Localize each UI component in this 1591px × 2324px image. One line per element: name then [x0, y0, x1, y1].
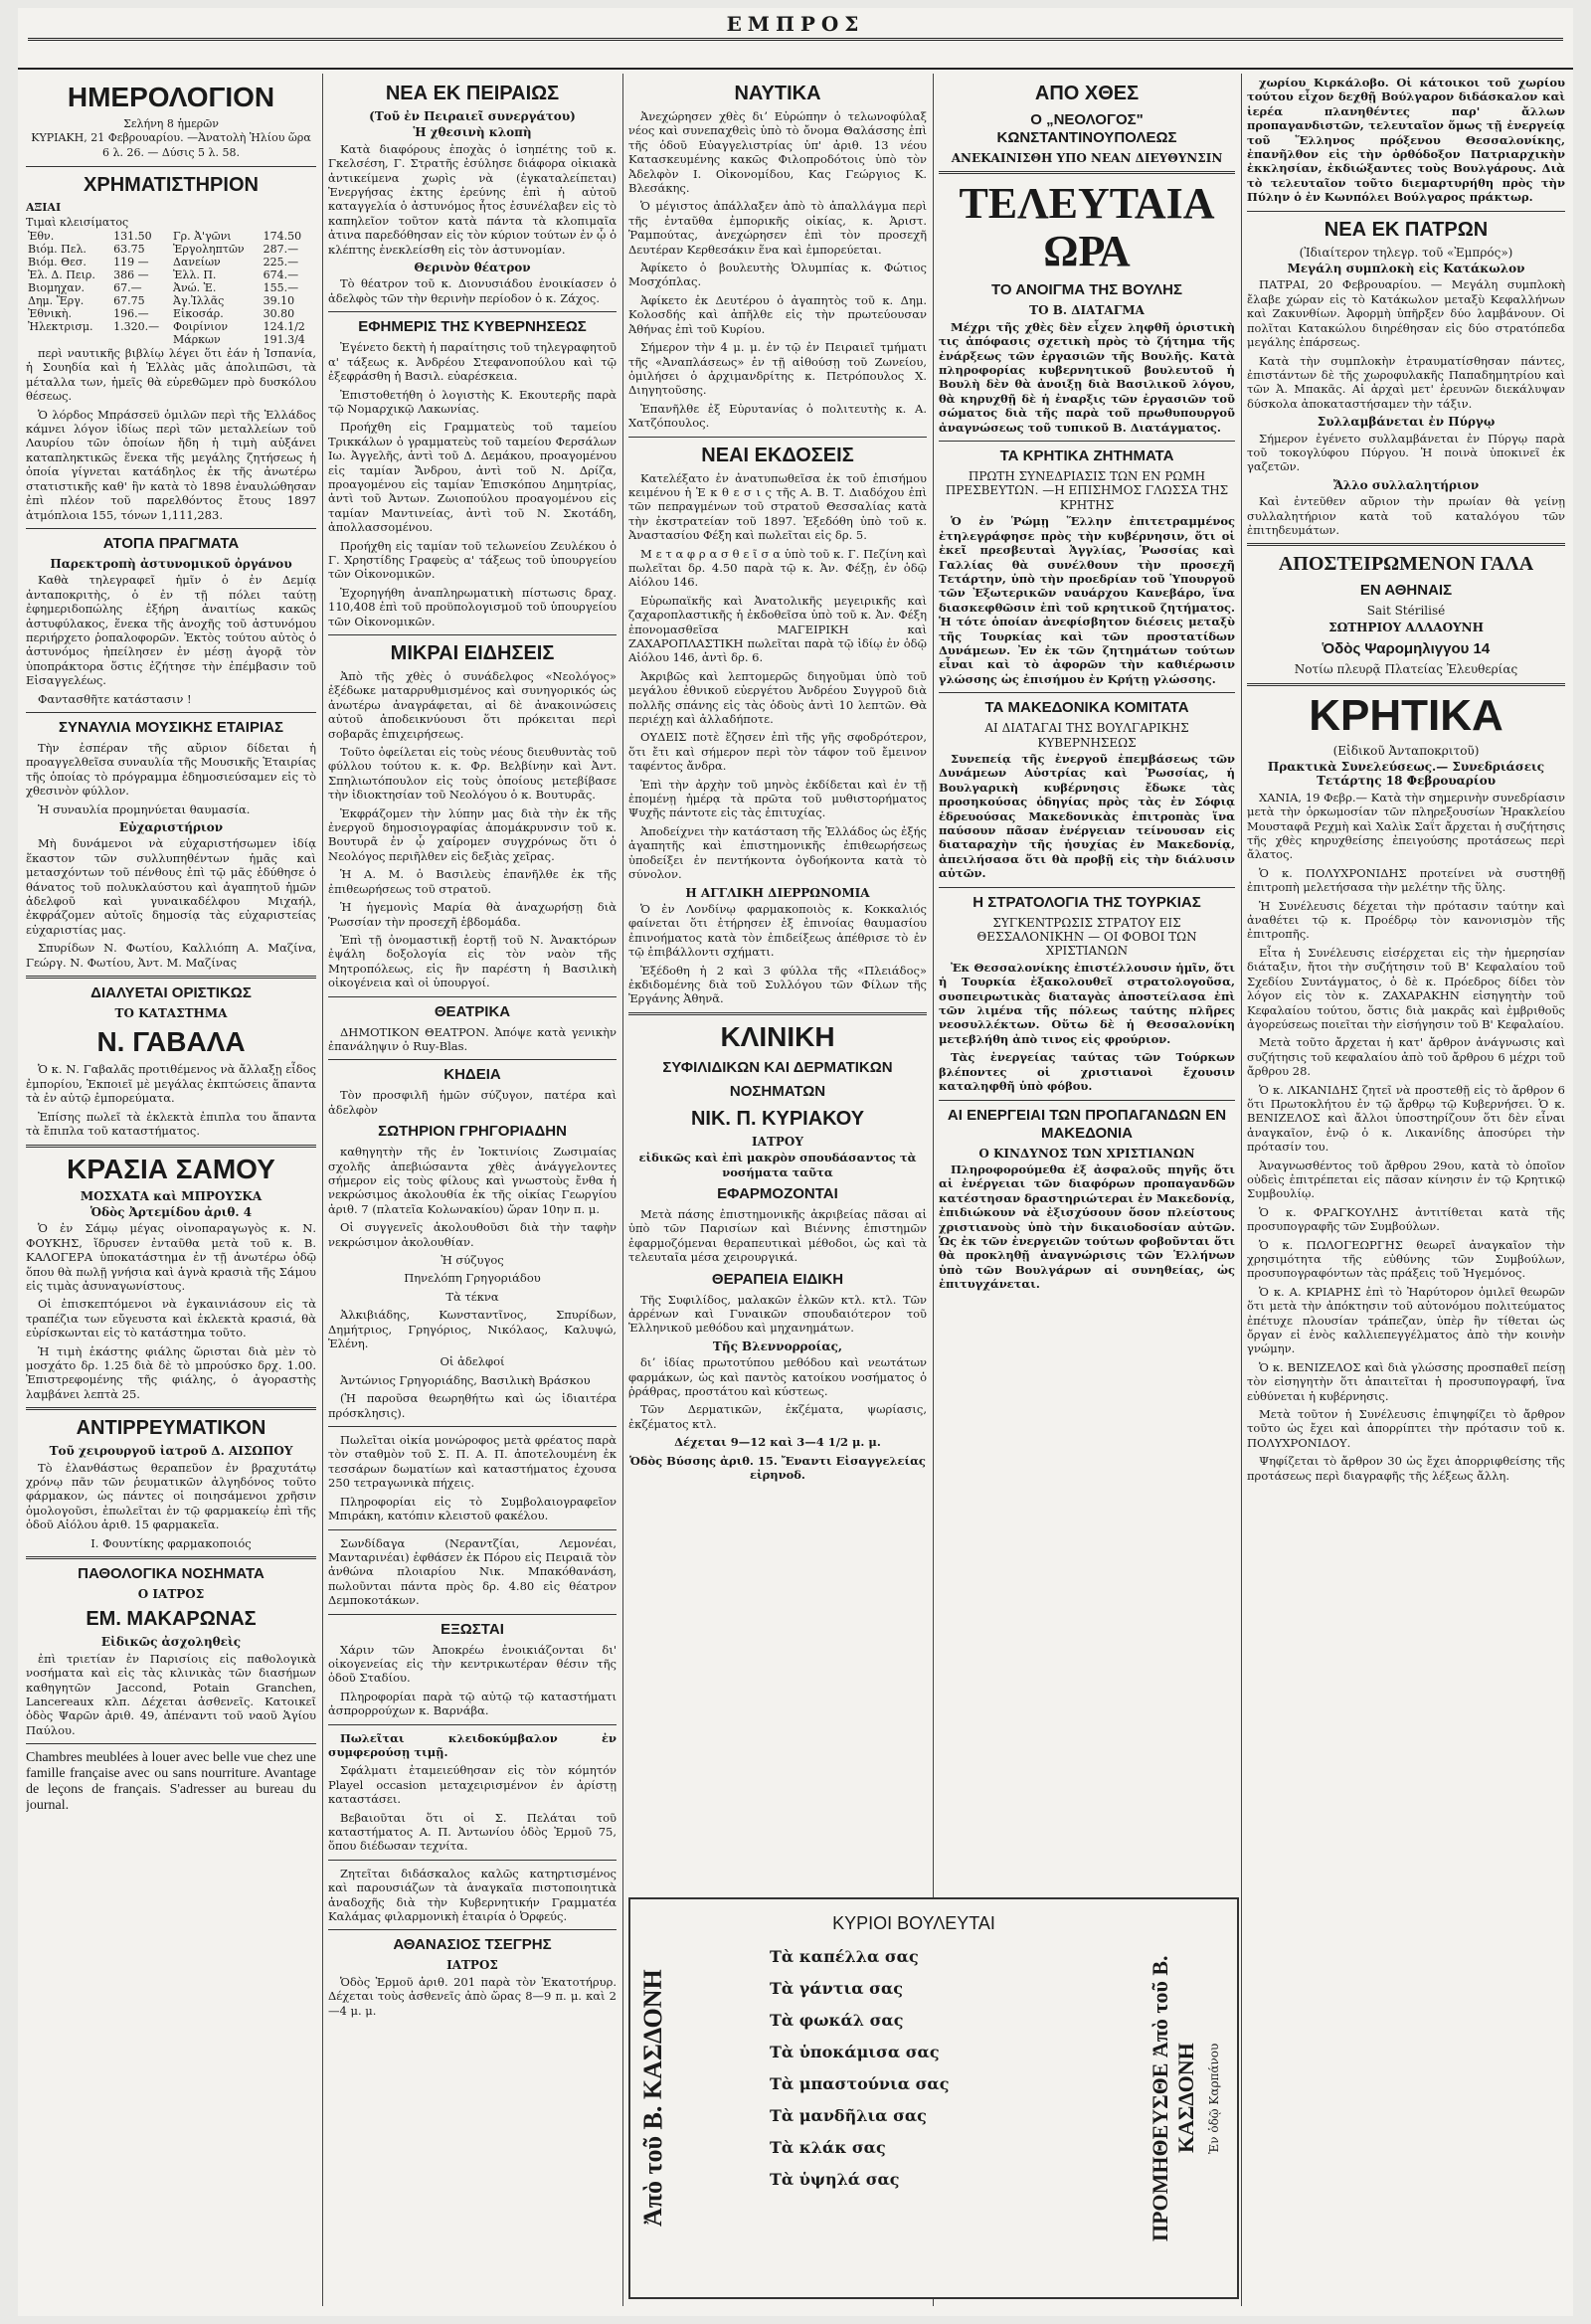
divider — [939, 441, 1235, 442]
masthead — [18, 8, 1573, 70]
ad-paragraph: εἰδικῶς καὶ ἐπὶ μακρὸν σπουδάσαντος τὰ νοσήματα ταῦτα — [638, 1151, 917, 1179]
divider — [26, 1743, 316, 1744]
section-subheading: (Εἰδικοῦ Ἀνταποκριτοῦ) — [1332, 743, 1480, 758]
column-3 — [628, 76, 927, 1898]
table-cell: Γρ. Ἀ'γῶνι — [173, 230, 232, 244]
section-heading: ΝΕΑΙ ΕΚΔΟΣΕΙΣ — [701, 444, 854, 466]
classified-paragraph: Σφάλματι ἐταμειεύθησαν εἰς τὸν κόμητόν Playel occasion μεταχειρισμένον ἐν ἀρίστῃ καταστάσει. — [328, 1763, 617, 1807]
classified-paragraph: Σωνδίδαγα (Νεραντζίαι, Λεμονέαι, Μανταρινέαι) ἐφθάσεν ἐκ Πόρου εἰς Πειραιᾶ τὸν ἀνθώνα πλοιαρίου Νικ. Μπακόθανάση, πωλοῦνται πάντα πρὸς δρ. 4.80 εἰς θέατρον Δεμποκοτάκων. — [328, 1535, 617, 1608]
table-cell: Ἐθνικὴ. — [28, 307, 72, 321]
table-cell: 386 — — [113, 268, 149, 282]
article-paragraph: Ὁ λόρδος Μπράσσεϋ ὁμιλῶν περὶ τῆς Ἑλλάδος κάμνει λόγον ἰδίως περὶ τῶν μεταλλείων τοῦ Λαυρίου τῶν ὁποίων ἤδη ἡ τιμὴ αὐξάνει καταπληκτικῶς ἕνεκα τῆς μεγάλης ζητήσεως ἡ ὁποία γίγνεται κατάδηλος ἐκ τῆς ἀνωτέρω στατιστικῆς καθ' ἣν κατὰ τὸ 1898 ἐναυλώθησαν ἐπὶ πλέον τοῦ παρελθόντος ἔτους 1897 ἀτμόπλοια 155, τόνων 1,111,283. — [26, 407, 316, 522]
article-paragraph: Εὑρωπαϊκῆς καὶ Ἀνατολικῆς μεγειρικῆς καὶ ζαχαροπλαστικῆς ἡ ἐκδοθεῖσα ὑπὸ τοῦ κ. Ἀν. Φέξη ἐπονομασθεῖσα ΜΑΓΕΙΡΙΚΗ καὶ ΖΑΧΑΡΟΠΛΑΣΤΙΚΗ πωλεῖται παρὰ τῷ ἰδίῳ ἐν ὁδῷ Αἰόλου 146, ἀντὶ δρ. 6. — [628, 593, 927, 665]
article-paragraph: Σήμερον ἐγένετο συλλαμβάνεται ἐν Πύργῳ παρὰ τοῦ τοκογλύφου Πύργου. Ἡ ποινὰ ὑποκινεῖ ἐκ γαζετῶν. — [1247, 431, 1565, 474]
table-cell: 39.10 — [263, 294, 295, 308]
ad-paragraph: Μετὰ πάσης ἐπιστημονικῆς ἀκριβείας πᾶσαι αἱ ὑπὸ τῶν Παρισίων καὶ Βιέννης ἐπιστημῶν ἐφαρμοζόμεναι θεραπευτικαὶ μέθοδοι, ὡς καὶ τὰ τελευταῖα μέσα χειρουργικά. — [628, 1206, 927, 1265]
table-cell: Εἰκοσάρ. — [173, 307, 224, 321]
table-cell: 119 — — [113, 256, 149, 269]
section-heading: ΣΥΝΑΥΛΙΑ ΜΟΥΣΙΚΗΣ ΕΤΑΙΡΙΑΣ — [59, 718, 283, 736]
obituary-line: Ἀντώνιος Γρηγοριάδης, Βασιλικὴ Βράσκου — [340, 1372, 591, 1387]
article-paragraph: καθηγητὴν τῆς ἐν Ἰοκτινίοις Ζωσιμαίας σχολῆς ἀπεβιώσαντα χθὲς ἀνάγγελοντες σήμερον εἰς τοὺς φίλους καὶ γνωστοὺς ἔνθα ἡ νεκρώσιμος ἀκολουθία ἐκ τῆς οἰκίας Γεωργίου ἀριθ. 7 (πλατεῖα Κολωνακίου) ὥραν 10ην π. μ. — [328, 1145, 617, 1216]
list-item: Τὰ καπέλλα σας — [770, 1947, 919, 1966]
table-cell: 67.75 — [113, 294, 145, 308]
article-paragraph: Τὸν προσφιλῆ ἡμῶν σύζυγον, πατέρα καὶ ἀδελφὸν — [328, 1088, 617, 1117]
ad-subheading: Sait Stérilisé — [1366, 604, 1446, 619]
obituary-line: Ἡ σύζυγος — [441, 1253, 504, 1267]
ad-subheading: ΝΟΣΗΜΑΤΩΝ — [729, 1082, 826, 1100]
table-cell: Φοιρίνιον — [173, 320, 229, 334]
article-paragraph: Ψηφίζεται τὸ ἄρθρον 30 ὡς ἔχει ἀπορριφθείσης τῆς προτάσεως περὶ διαγραφῆς τῆς λέξεως ἄλλη. — [1247, 1454, 1565, 1483]
divider — [328, 1614, 617, 1615]
table-cell: 196.— — [113, 307, 149, 321]
table-cell: 191.3/4 — [263, 333, 305, 347]
article-paragraph: Καθὰ τηλεγραφεῖ ἡμῖν ὁ ἐν Δεμίᾳ ἀνταποκριτὴς, ὁ ἐν τῇ πόλει ταύτῃ ἐφημεριδοπώλης ἐξήρη ἀναιτίως κακῶς ἀστυφύλακος, ἕνεκα τῆς ἀνοχῆς τοῦ ἀστυνόμου περιήρχετο ῥοπαλοφορῶν. Ἐκτὸς τούτου αὐτὸς ὁ ἀστυνόμος ἠπείλησεν ἐν μέσῃ ἀγορᾷ τὸν ὑποπράκτορα ὅστις ἐζήτησε τὴν ἐπέμβασιν τοῦ Εἰσαγγελέως. — [26, 573, 316, 688]
article-paragraph: Τὴν ἑσπέραν τῆς αὔριον δίδεται ἡ προαγγελθεῖσα συναυλία τῆς Μουσικῆς Ἑταιρίας τῆς ὁποίας τὸ πρόγραμμα ἐδημοσιεύσαμεν εἰς τὸ χθεσινὸν φύλλον. — [26, 740, 316, 799]
divider — [328, 1929, 617, 1930]
ad-title: ΑΝΤΙΡΡΕΥΜΑΤΙΚΟΝ — [76, 1417, 266, 1440]
calendar-heading: ΗΜΕΡΟΛΟΓΙΟΝ — [67, 82, 275, 112]
divider — [26, 976, 316, 979]
divider — [939, 887, 1235, 888]
ad-subheading: ΙΑΤΡΟΣ — [446, 1958, 498, 1973]
section-heading: ΑΠΟ ΧΘΕΣ — [1034, 83, 1140, 104]
section-heading: ΜΙΚΡΑΙ ΕΙΔΗΣΕΙΣ — [390, 642, 555, 664]
list-item: Τὰ μανδῆλια σας — [770, 2106, 927, 2125]
ad-paragraph: Ὁ κ. Ν. Γαβαλᾶς προτιθέμενος νὰ ἄλλαξῃ εἶδος ἐμπορίου, Ἐκποιεῖ μὲ μεγάλας ἐκπτώσεις ἅπαντα τὰ ἐν αὐτῷ ἐμπορεύματα. — [26, 1062, 316, 1106]
article-paragraph: Ἐπανῆλθε ἐξ Εὐρυτανίας ὁ πολιτευτὴς κ. Α. Χατζόπουλος. — [628, 401, 927, 431]
article-paragraph: ΠΑΤΡΑΙ, 20 Φεβρουαρίου. — Μεγάλη συμπλοκὴ ἔλαβε χώραν εἰς τὸ Κατάκωλον μεταξὺ Κεφαλλήνων καὶ Ζακυνθίων. Ἀφορμὴ ὑπῆρξεν δύο λαμβάνουν. Οἱ πολῖται Κατακώλου διηρέθησαν εἰς δύο στρατόπεδα μεγάλης ἐπάρσεως. — [1247, 277, 1565, 350]
ad-paragraph: Ὁδὸς Βύσσης ἀριθ. 15. Ἔναντι Εἰσαγγελείας εἰρηνοδ. — [629, 1453, 926, 1483]
divider — [328, 1724, 617, 1725]
ad-paragraph: Τῆς Συφιλίδος, μαλακῶν ἑλκῶν κτλ. κτλ. Τῶν ἀρρένων καὶ Γυναικῶν σπουδαιότερον τοῦ Ἑλληνικοῦ μεθόδου καὶ μηχανημάτων. — [628, 1292, 927, 1336]
table-row — [26, 230, 316, 243]
divider — [1247, 683, 1565, 686]
article-paragraph: Ἀποδείχνει τὴν κατάσταση τῆς Ἑλλάδος ὡς ἐξής ἀγαπητῆς καὶ ἐπιστημονικῆς ἐπιθεωρήσεως ὑποδείξει ἐν πεντήκοντα ὀγδοήκοντα κατὰ τὸ σύνολον. — [628, 823, 927, 882]
article-paragraph: Ὁ κ. ΠΩΛΟΓΕΩΡΓΗΣ θεωρεῖ ἀναγκαῖον τὴν χρησιμότητα τῆς εὐθύνης τῶν Συμβούλων, προσυπογραφόντων τὰς πράξεις τοῦ Ἡγεμόνος. — [1247, 1237, 1565, 1281]
ad-paragraph: Τῶν Δερματικῶν, ἐκζέματα, ψωρίασις, ἐκζέματος κτλ. — [628, 1402, 927, 1431]
article-paragraph: Ἐπὶ τὴν ἀρχὴν τοῦ μηνὸς ἐκδίδεται καὶ ἐν τῇ ἐπομένῃ ἡμέρᾳ τὰ πρῶτα τοῦ μυθιστορήματος Ψυχῆς πάντοτε εἰς τὰς ἐπιτυχίας. — [628, 777, 927, 820]
column-divider — [322, 74, 323, 2306]
article-paragraph: Ἐκφράζομεν τὴν λύπην μας διὰ τὴν ἐκ τῆς ἐνεργοῦ δημοσιογραφίας ἀπομάκρυνσιν τοῦ κ. Βουτυρᾶ ἐν ᾧ χαίρομεν συγχρόνως ὅτι ὁ Νεολόγος περιῆλθεν εἰς δεξιὰς χεῖρας. — [328, 805, 617, 863]
table-cell: Ἐλ. Δ. Πειρ. — [28, 268, 95, 282]
article-paragraph: Μέχρι τῆς χθὲς δὲν εἶχεν ληφθῆ ὁριστικὴ τις ἀπόφασις σχετικὴ πρὸς τὸ ζήτημα τῆς ἐνάρξεως τῶν ἐργασιῶν τῆς Βουλῆς. Κατὰ πληροφορίας κυβερνητικοῦ βουλευτοῦ ἡ Βουλὴ δὲν θὰ ἀνοιξῃ διὰ Βασιλικοῦ λόγου, θὰ κηρυχθῇ δὲ ἡ ἐναρξις τῶν ἐργασιῶν τοῦ σώματος διὰ τῆς παρὰ τοῦ πρωθυπουργοῦ ἀναγνώσεως τοῦ τυπικοῦ Β. Διατάγματος. — [939, 319, 1235, 435]
ad-vertical-text: Ἐν ὁδῷ Καρπάνου — [1207, 2043, 1221, 2154]
section-heading: Η ΣΤΡΑΤΟΛΟΓΙΑ ΤΗΣ ΤΟΥΡΚΙΑΣ — [972, 893, 1201, 911]
table-row — [26, 256, 316, 268]
article-heading: Ἄλλο συλλαλητήριον — [1332, 477, 1480, 492]
article-paragraph: Ἡ ἡγεμονὶς Μαρία θὰ ἀναχωρήσῃ διὰ Ῥωσσίαν τὴν προσεχῆ ἑβδομάδα. — [328, 900, 617, 929]
section-heading: ΤΑ ΚΡΗΤΙΚΑ ΖΗΤΗΜΑΤΑ — [999, 447, 1174, 465]
table-cell: 174.50 — [263, 230, 302, 244]
divider — [26, 528, 316, 529]
table-cell: Μάρκων — [173, 333, 221, 347]
section-heading: ΝΑΥΤΙΚΑ — [734, 83, 821, 104]
article-paragraph: Ἡ Συνέλευσις δέχεται τὴν πρότασιν ταύτην καὶ ἀναθέτει τῷ κ. Προέδρῳ τὸν κανονισμὸν τῆς ἐπιτροπῆς. — [1247, 898, 1565, 942]
ad-heading: ΕΦΑΡΜΟΖΟΝΤΑΙ — [717, 1184, 838, 1202]
section-heading: ΚΡΗΤΙΚΑ — [1309, 690, 1503, 740]
classified-paragraph: Βεβαιοῦται ὅτι οἱ Σ. Πελάται τοῦ καταστήματος Α. Π. Ἀντωνίου ὁδὸς Ἑρμοῦ 75, ὅπου διέδωσαν τεχνίτα. — [328, 1810, 617, 1854]
list-item: Τὰ ὑψηλά σας — [770, 2170, 900, 2189]
article-paragraph: Ὁ κ. ΒΕΝΙΖΕΛΟΣ καὶ διὰ γλώσσης προσπαθεῖ πείσῃ τὸν εἰσηγητὴν ὅτι ἀπαιτεῖται ἡ προσυπογραφή, ἵνα εὐθύνεται ἡ κυβέρνησις. — [1247, 1359, 1565, 1403]
ad-signature: Ι. Φουντίκης φαρμακοποιός — [90, 1535, 252, 1550]
ad-vertical-text: Ἀπὸ τοῦ Β. ΚΑΣΔΟΝΗ — [638, 1969, 667, 2228]
table-cell: Ἐργοληπτῶν — [173, 243, 245, 257]
article-heading: Συλλαμβάνεται ἐν Πύργῳ — [1317, 415, 1496, 430]
masthead-title: ΕΜΠΡΟΣ — [726, 12, 865, 36]
article-paragraph: Ὁ ἐν Λονδίνῳ φαρμακοποιὸς κ. Κοκκαλιός φαίνεται ὅτι ἐτήρησεν ἐξ ἐπινοίας θαυμασίου ἐπινοήματος κατὰ τὸν ἐπιδείξεως ἀπέθρισε τὸ ἐν τῷ ἐπιβάλλοντι σχήματι. — [628, 901, 927, 960]
divider — [26, 1145, 316, 1148]
section-heading: ΤΟ ΑΝΟΙΓΜΑ ΤΗΣ ΒΟΥΛΗΣ — [991, 281, 1182, 299]
article-paragraph: Ἀφίκετο ἐκ Δευτέρου ὁ ἀγαπητὸς τοῦ κ. Δημ. Κολοσδής καὶ ἀπῆλθε εἰς τὴν πρωτεύουσαν Ἀθήνας ἐπὶ τοῦ Κυρίου. — [628, 292, 927, 336]
table-row — [26, 320, 316, 333]
table-cell: Βιόμ. Θεσ. — [28, 256, 87, 269]
ad-title: ΕΜ. ΜΑΚΑΡΩΝΑΣ — [86, 1608, 257, 1631]
masthead-rule — [28, 38, 1563, 41]
table-cell: 225.— — [263, 256, 299, 269]
table-cell: Ἠλεκτρισμ. — [28, 320, 93, 334]
list-item: Τὰ κλάκ σας — [770, 2138, 886, 2157]
obituary-line: (Ἡ παροῦσα θεωρηθήτω καὶ ὡς ἰδιαιτέρα πρόσκλησις). — [328, 1391, 617, 1420]
article-paragraph: Μετὰ τοῦτο ἄρχεται ἡ κατ' ἄρθρον ἀνάγνωσις καὶ συζήτησις τοῦ κεφαλαίου ἀπὸ τοῦ ἄρθρου 6 μέχρι τοῦ ἄρθρου 28. — [1247, 1035, 1565, 1079]
article-paragraph: Ἐγένετο δεκτὴ ἡ παραίτησις τοῦ τηλεγραφητοῦ α' τάξεως κ. Ἀνδρέου Στεφανοπούλου καὶ τῷ ἐξεφράσθη ἡ Βασιλ. εὐαρέσκεια. — [328, 340, 617, 384]
ad-paragraph: διʼ ἰδίας πρωτοτύπου μεθόδου καὶ νεωτάτων φαρμάκων, ὡς καὶ παντὸς κατοίκου νοσήματος ὁ ῥράθρας, προστάτου καὶ κύστεως. — [628, 1355, 927, 1399]
ad-subheading: ΜΟΣΧΑΤΑ καὶ ΜΠΡΟΥΣΚΑ — [80, 1188, 263, 1203]
divider — [26, 712, 316, 713]
article-paragraph: Ἐκ Θεσσαλονίκης ἐπιστέλλουσιν ἡμῖν, ὅτι ἡ Τουρκία ἐξακολουθεῖ στρατολογοῦσα, συσπειρωτικὰς διαταγὰς ἀποστείλασα ἐπὶ τῶν λιμένα τῆς πόλεως ταύτης πλῆρες νεοσυλλέκτων. Οὕτω δὲ ἡ Θεσσαλονίκη μετεβλήθη ἀπὸ τινος εἰς φρούριον. — [939, 960, 1235, 1046]
list-item: Τὰ γάντια σας — [770, 1979, 904, 1998]
article-paragraph: Πληροφορούμεθα ἐξ ἀσφαλοῦς πηγῆς ὅτι αἱ ἐνέργειαι τῶν διαφόρων προπαγανδῶν κατέστησαν δραστηριώτεραι ἐν Μακεδονίᾳ, ἐπιδιώκουν νὰ ἐξισχύσουν ὅσον πλείστους χριστιανοὺς ὑπὸ τὴν δικαιοδοσίαν αὐτῶν. Ὡς ἐκ τῶν ἐνεργειῶν τούτων φοβοῦνται ὅτι θὰ προκληθῇ ἀναγνώρισις τῶν Ἑλλήνων ὑπὸ τῶν Βουλγάρων αἱ συνηθείας, ὡς ἐπιτυγχάνεται. — [939, 1162, 1235, 1292]
section-heading: ΑΙ ΕΝΕΡΓΕΙΑΙ ΤΩΝ ΠΡΟΠΑΓΑΝΔΩΝ ΕΝ ΜΑΚΕΔΟΝΙΑ — [947, 1106, 1227, 1142]
article-paragraph: Συνεπείᾳ τῆς ἐνεργοῦ ἐπεμβάσεως τῶν Δυνάμεων Αὐστρίας καὶ Ῥωσσίας, ἡ Βουλγαρικὴ κυβέρνησις ἔδωκε τὰς προσηκούσας ὁδηγίας πρὸς τὰς ἐν Σόφιᾳ ἑδρευούσας Μακεδονικὰς ἐπιτροπὰς ἵνα παύσουν πᾶσαν ἐνέργειαν τείνουσαν εἰς διαταραχὴν τῆς ἡσυχίας ἐν Μακεδονίᾳ, ἀπειλήσασα ὅτι θὰ προβῇ εἰς τὴν διάλυσιν αὐτῶν. — [939, 751, 1235, 881]
article-paragraph: Ἀφίκετο ὁ βουλευτὴς Ὀλυμπίας κ. Φώτιος Μοσχόπλας. — [628, 261, 927, 289]
article-paragraph: Ἡ συναυλία προμηνύεται θαυμασία. — [38, 802, 251, 816]
obituary-line: Πηνελόπη Γρηγοριάδου — [404, 1271, 541, 1286]
obituary-line: Ἀλκιβιάδης, Κωνσταντῖνος, Σπυρίδων, Δημήτριος, Γρηγόριος, Νικόλαος, Καλυψώ, Ἑλένη. — [328, 1308, 617, 1351]
article-paragraph: Ἐξέδοθη ἡ 2 καὶ 3 φύλλα τῆς «Πλειάδος» ἐκδιδομένης διὰ τοῦ Συλλόγου τῶν Φίλων τῆς Ἐργάνης Ἀθηνᾶ. — [628, 963, 927, 1006]
article-heading: Θερινὸν θέατρον — [414, 261, 531, 275]
article-paragraph: Ἐπιστοθετήθη ὁ λογιστὴς Κ. Εκουτερῆς παρὰ τῷ Νομαρχικῷ Λακωνίας. — [328, 387, 617, 416]
article-paragraph: Ὁ κ. Α. ΚΡΙΑΡΗΣ ἐπὶ τὸ Ἠαρύτορον ὁμιλεῖ θεωρῶν ὅτι μετὰ τὴν ἀπόκτησιν τοῦ αὐτονόμου πολιτεύματος ἐπέτυχε πλουσίαν τράπεζαν, ὑπὲρ ἣν τίθεται ὡς ὄργαν εἰ ἐνὸς καλλιεπεγγέλματος ἀπὸ τὴν κοινὴν γνώμην. — [1247, 1284, 1565, 1356]
column-1 — [26, 76, 316, 2306]
article-paragraph: Ἐχορηγήθη ἀναπληρωματικὴ πίστωσις δραχ. 110,408 ἐπὶ τοῦ προϋπολογισμοῦ τοῦ ὑπουργείου τῶν Οἰκονομικῶν. — [328, 585, 617, 628]
ad-paragraph: Ἐπίσης πωλεῖ τὰ ἐκλεκτὰ ἐπιπλα του ἅπαντα τὰ ἔπιπλα τοῦ καταστήματος. — [26, 1109, 316, 1139]
table-cell: 63.75 — [113, 243, 145, 257]
article-paragraph: Ὁ κ. ΛΙΚΑΝΙΔΗΣ ζητεῖ νὰ προστεθῇ εἰς τὸ ἄρθρον 6 ὅτι Πρωτοκλήτου ἐν τῷ ἄρθρῳ τῷ Κυβερνήσει. Ὁ κ. ΒΕΝΙΖΕΛΟΣ καὶ ἄλλοι ὑποστηρίζουν ὅτι δὲν εἶναι ἀναγκαῖον, ἐνῷ ὁ κ. Λικανίδης ἀποσύρει τὴν πρότασίν του. — [1247, 1082, 1565, 1155]
divider — [328, 1529, 617, 1530]
divider — [26, 166, 316, 167]
article-paragraph: Ὁ κ. ΦΡΑΓΚΟΥΛΗΣ ἀντιτίθεται κατὰ τῆς προσυπογραφῆς τῶν Συμβούλων. — [1247, 1204, 1565, 1234]
ad-vertical-text: ΠΡΟΜΗΘΕΥΣΘΕ Ἀπὸ τοῦ Β. ΚΑΣΔΟΝΗ — [1148, 1955, 1198, 2241]
obituary-line: Οἱ ἀδελφοί — [440, 1354, 505, 1369]
table-cell: Βιομηχαν. — [28, 281, 86, 295]
section-subheading: ΣΥΓΚΕΝΤΡΩΣΙΣ ΣΤΡΑΤΟΥ ΕΙΣ ΘΕΣΣΑΛΟΝΙΚΗΝ — ΟΙ ΦΟΒΟΙ ΤΩΝ ΧΡΙΣΤΙΑΝΩΝ — [976, 915, 1197, 959]
ad-title: ΑΠΟΣΤΕΙΡΩΜΕΝΟΝ ΓΑΛΑ — [1278, 553, 1534, 576]
article-paragraph: Σπυρίδων Ν. Φωτίου, Καλλιόπη Α. Μαζίνα, Γεώργ. Ν. Φωτίου, Ἀντ. Μ. Μαζίνας — [26, 941, 316, 970]
article-paragraph: Οἱ συγγενεῖς ἀκολουθοῦσι διὰ τὴν ταφὴν νεκρώσιμον ἀκολουθίαν. — [328, 1220, 617, 1249]
article-heading: Ἡ χθεσινὴ κλοπὴ — [413, 125, 532, 140]
ad-heading: ΠΑΘΟΛΟΓΙΚΑ ΝΟΣΗΜΑΤΑ — [78, 1565, 265, 1583]
ad-heading: Τῆς Βλεννορροίας, — [712, 1339, 843, 1353]
calendar-moon: Σελήνη 8 ἡμερῶν — [123, 117, 219, 130]
section-heading: ΕΦΗΜΕΡΙΣ ΤΗΣ ΚΥΒΕΡΝΗΣΕΩΣ — [358, 318, 587, 336]
table-cell — [111, 333, 171, 346]
article-paragraph: Ἀπὸ τῆς χθὲς ὁ συνάδελφος «Νεολόγος» ἐξέδωκε ματαρρυθμισμένος καὶ συνηγορικός ὡς ἀνωτέρω ἀναγράφεται, αἱ δὲ ἀνακοινώσεις αὐτοῦ ἀποδεικνύουσι ὅτι πρόκειται περὶ σοβαρᾶς ἐπιχειρήσεως. — [328, 669, 617, 741]
section-heading: ΝΕΑ ΕΚ ΠΑΤΡΩΝ — [1324, 218, 1489, 241]
divider — [328, 1426, 617, 1427]
ad-address: Ὁδὸς Ἀρτεμίδου ἀριθ. 4 — [89, 1204, 253, 1219]
table-row — [26, 281, 316, 294]
article-paragraph: ΟΥΔΕΙΣ ποτὲ ἔζησεν ἐπὶ τῆς γῆς σφοδρότερον, ὅτι ἔτι καὶ σήμερον περὶ τὸν τάφον τοῦ ἔμεινον ταφέντος ἄνδρα. — [628, 730, 927, 774]
article-paragraph: Ὁ ἐν Ῥώμῃ Ἕλλην ἐπιτετραμμένος ἐτηλεγράφησε πρὸς τὴν κυβέρνησιν, ὅτι οἱ ἐκεῖ πρεσβευταὶ Ἀγγλίας, Ῥωσσίας καὶ Γαλλίας θὰ συνέλθουν τὴν προσεχῆ Τετάρτην, ὑπὸ τὴν προεδρίαν τοῦ Ὑπουργοῦ τῶν Ἐξωτερικῶν ναυάρχου Κανεβάρο, ἵνα διασκεφθῶσιν ἐπὶ τοῦ κρητικοῦ ζητήματος. Ἡ τότε ὁποίαν ἀνεφίσβητον διέσεις μεταξὺ τῆς Τουρκίας καὶ τῶν προστατίδων Δυνάμεων. Ἐν ἐκ τῶν ζητημάτων τούτων εἶναι καὶ τὸ ἀφορῶν τὴν καθιέρωσιν γλώσσης ὡς ἐπισήμου ἐν Κρήτῃ γλώσσης. — [939, 514, 1235, 686]
section-subheading: Παρεκτροπὴ ἀστυνομικοῦ ὀργάνου — [50, 556, 292, 571]
table-cell: 674.— — [263, 268, 299, 282]
section-heading: ΘΕΑΤΡΙΚΑ — [434, 1002, 511, 1020]
article-paragraph: Μετὰ τοῦτον ἡ Συνέλευσις ἐπιψηφίζει τὸ ἄρθρον τοῦτο ὡς ἔχει καὶ ἀπορρίπτει τὴν πρότασιν τοῦ κ. ΠΟΛΥΧΡΟΝΙΔΟΥ. — [1247, 1407, 1565, 1450]
market-subheading: ΑΞΙΑΙ — [26, 201, 62, 215]
section-subheading: ΑΙ ΔΙΑΤΑΓΑΙ ΤΗΣ ΒΟΥΛΓΑΡΙΚΗΣ ΚΥΒΕΡΝΗΣΕΩΣ — [984, 721, 1189, 750]
market-header: Τιμαὶ κλεισίματος — [26, 215, 129, 229]
classified-paragraph: Χάριν τῶν Ἀποκρέω ἐνοικιάζονται δι' οἰκογενείας εἰς τὴν κεντρικωτέραν θέσιν τῆς ὁδοῦ Σταδίου. — [328, 1642, 617, 1686]
section-heading: ΑΤΟΠΑ ΠΡΑΓΜΑΤΑ — [102, 534, 240, 552]
ad-subheading: ΣΩΤΗΡΙΟΥ ΑΛΛΑΟΥΝΗ — [1328, 620, 1484, 634]
table-row — [26, 243, 316, 256]
ad-title: ΝΙΚ. Π. ΚΥΡΙΑΚΟΥ — [690, 1107, 865, 1130]
article-paragraph: ΧΑΝΙΑ, 19 Φεβρ.— Κατὰ τὴν σημερινὴν συνεδρίασιν μετὰ τὴν ὁρκωμοσίαν τῶν πληρεξουσίων Ἡρακλείου Μουσταφᾶ Ρεχμὴ καὶ Χαλὶκ Σαΐτ ἄρχεται ἡ συζήτησις τῆς χθὲς κηρυχθείσης ἐπειγούσης προτάσεως περὶ ἄλατος. — [1247, 790, 1565, 862]
classified-paragraph: Πωλεῖται κλειδοκύμβαλον ἐν συμφερούσῃ τιμῇ. — [328, 1730, 617, 1759]
table-cell: 287.— — [263, 243, 299, 257]
ad-paragraph: Δέχεται 9—12 καὶ 3—4 1/2 μ. μ. — [674, 1435, 881, 1450]
newspaper-page — [18, 8, 1573, 2316]
table-cell: 1.320.— — [113, 320, 160, 334]
column-divider — [1241, 74, 1242, 2306]
article-paragraph: ΔΗΜΟΤΙΚΟΝ ΘΕΑΤΡΟΝ. Ἀπόψε κατὰ γενικὴν ἐπανάληψιν ὁ Ruy-Blas. — [328, 1024, 617, 1053]
section-subheading: ΑΝΕΚΑΙΝΙΣΘΗ ΥΠΟ ΝΕΑΝ ΔΙΕΥΘΥΝΣΙΝ — [951, 151, 1223, 165]
ad-paragraph: Τὸ ἐλανθάστως θεραπεῦον ἐν βραχυτάτῳ χρόνῳ πᾶν τῶν ῥευματικῶν ἀλγηδόνος τοῦτο φάρμακον, ὡς πάντες οἱ ποιησάμενοι χρῆσιν ὁμολογοῦσι, ἐπωλεῖται ἐν τῷ φαρμακείῳ ἐπὶ τῆς ὁδοῦ Αἰόλου ἀριθ. 15 φαρμακεῖα. — [26, 1460, 316, 1532]
divider — [939, 692, 1235, 693]
article-paragraph: Φαντασθῆτε κατάστασιν ! — [38, 691, 192, 706]
section-heading: ΚΗΔΕΙΑ — [443, 1066, 501, 1084]
article-paragraph: Σήμερον τὴν 4 μ. μ. ἐν τῷ ἐν Πειραιεῖ τμήματι τῆς «Ἀναπλάσεως» ἐν τῇ αἰθούσῃ τοῦ Ζωνείου, ὁμιλήσει ὁ ἀρχιμανδρίτης κ. Πετρόπουλος Χ. Διηγητοῦσης. — [628, 340, 927, 398]
article-paragraph: Ἀναγνωσθέντος τοῦ ἄρθρου 29ου, κατὰ τὸ ὁποῖον οὐδεὶς ἐπιτρέπεται εἰς πᾶσαν κίνησιν ἐν τῷ Κρητικῷ Συμβουλίῳ. — [1247, 1158, 1565, 1201]
classified-paragraph: Πωλεῖται οἰκία μονώροφος μετὰ φρέατος παρὰ τὸν σταθμὸν τοῦ Σ. Π. Α. Π. ἀποτελουμένη ἐκ τεσσάρων δωματίων καὶ καταστήματος ἐχουσα 250 τετραγωνικὰ πήχεις. — [328, 1433, 617, 1491]
ad-paragraph: Ὁδὸς Ἑρμοῦ ἀριθ. 201 παρὰ τὸν Ἑκατοτήρυρ. Δέχεται τοὺς ἀσθενεῖς ἀπὸ ὥρας 8—9 π. μ. καὶ 2—4 μ. μ. — [328, 1974, 617, 2018]
article-paragraph: Προήχθη εἰς Γραμματεὺς τοῦ ταμείου Τρικκάλων ὁ γραμματεὺς τοῦ ταμείου Φερσάλων Ιω. Ἀγγελῆς, ἀντὶ τοῦ Δ. Δεμάκου, προαγομένου εἰς ταμίαν Ἄνδρου, ἀντὶ τοῦ Ν. Δρίζα, προαγομένου εἰς ταμίαν Ἐπισκόπου Δημητρίας, ἀντὶ τοῦ Ἀντων. Ζωιοπούλου προαγομένου εἰς ταμίαν Μαντινείας, ἀντὶ τοῦ Ν. Σκοτάδη, ἀπολλασσομένου. — [328, 420, 617, 535]
list-item: Τὰ ὑποκάμισα σας — [770, 2043, 940, 2061]
ad-paragraph: ἐπὶ τριετίαν ἐν Παρισίοις εἰς παθολογικὰ νοσήματα καὶ εἰς τὰς κλινικὰς τῶν διασήμων καθηγητῶν Jaccond, Potain Granchen, Lancereaux κλπ. Δέχεται ἀσθενεῖς. Κατοικεῖ ὁδὸς Ψαρῶν ἀριθ. 49, ἀπέναντι τοῦ ναοῦ Ἁγίου Παύλου. — [26, 1651, 316, 1737]
section-subheading: (Ἰδιαίτερον τηλεγρ. τοῦ «Ἐμπρός») — [1299, 245, 1513, 260]
ad-paragraph: Ἡ τιμὴ ἑκάστης φιάλης ὥρισται διὰ μὲν τὸ μοσχάτο δρ. 1.25 διὰ δὲ τὸ μπρούσκο δρχ. 1.00. Ἐπιστρεφομένης τῆς φιάλης, ὁ ἀγοραστὴς λαμβάνει λεπτὰ 25. — [26, 1343, 316, 1401]
divider — [1247, 211, 1565, 212]
table-cell: 131.50 — [113, 230, 152, 244]
article-paragraph: Κατὰ τὴν συμπλοκὴν ἐτραυματίσθησαν πάντες, ἐπιστάντων δὲ τῆς χωροφυλακῆς Παπαδημητρίου καὶ τῶν Ἀ. Μπακᾶς. Αἱ ἀρχαὶ μετ' ἐρευνῶν διεκάλυψαν δύσκολα ἀποκαταστήσαμεν τὴν τάξιν. — [1247, 353, 1565, 411]
french-classified: Chambres meublées à louer avec belle vue chez une famille française avec ou sans nourriture. Avantage de leçons de français. S'adresser au bureau du journal. — [26, 1750, 316, 1814]
table-cell: Βιόμ. Πελ. — [28, 243, 87, 257]
article-paragraph: Ἀνεχώρησεν χθὲς διʼ Εὐρώπην ὁ τελωνοφύλαξ νέος καὶ συνεπαχθεὶς ὑπὸ τὸ ὄνομα Θαλάσσης ἐπὶ τῆς ὁδοῦ Εὐαγγελιστρίας ὑπ' ἀριθ. 13 νέου Κατασκευμένης κακῶς Φιλοπροδότοις ὑπὸ τὸν Ἀδελφὸν Ι. Οἰκονομίδου, Κας Γεώργιος Κ. Βλεσάκης. — [628, 109, 927, 196]
divider — [328, 996, 617, 997]
divider — [328, 1860, 617, 1861]
list-item: Τὰ μπαστούνια σας — [770, 2074, 950, 2093]
article-paragraph: Ἀκριβῶς καὶ λεπτομερῶς διηγοῦμαι ὑπὸ τοῦ μεγάλου ἐθνικοῦ εὐεργέτου Ἀνδρέου Συγγροῦ διὰ πολλῆς σπάνης εἰς τὰς ὁδοὺς ἀντὶ 10 λεπτῶν. Θὰ περιέχῃ καὶ ἀλλαδήποτε. — [628, 668, 927, 727]
column-divider — [622, 74, 623, 2306]
kasdonis-advertisement — [628, 1897, 1239, 2299]
section-heading: ΤΑ ΜΑΚΕΔΟΝΙΚΑ ΚΟΜΙΤΑΤΑ — [984, 699, 1189, 717]
section-heading: ΝΕΑ ΕΚ ΠΕΙΡΑΙΩΣ — [385, 83, 560, 104]
ad-address: Νοτίω πλευρᾷ Πλατείας Ἐλευθερίας — [1294, 662, 1518, 677]
table-cell: 67.— — [113, 281, 142, 295]
table-row — [26, 307, 316, 320]
ad-paragraph: Οἱ ἐπισκεπτόμενοι νὰ ἐγκαινιάσουν εἰς τὰ τραπέζια των εὔγευστα καὶ ἐκλεκτὰ κρασιά, θὰ εὑρίσκωνται εἰς τὸ κατάστημα τοῦτο. — [26, 1297, 316, 1341]
section-subheading: Εὐχαριστήριον — [118, 820, 224, 834]
article-paragraph: Μ ε τ α φ ρ α σ θ ε ῖ σ α ὑπὸ τοῦ κ. Γ. Πεζίνη καὶ πωλεῖται δρ. 4.50 παρὰ τῷ κ. Ἀν. Φέξῃ, ἐν ὁδῷ Αἰόλου 146. — [628, 546, 927, 590]
ad-title: ΚΡΑΣΙΑ ΣΑΜΟΥ — [67, 1153, 275, 1184]
ad-title: ΚΥΡΙΟΙ ΒΟΥΛΕΥΤΑΙ — [832, 1913, 995, 1933]
table-cell: Ἀνώ. Ἑ. — [173, 281, 217, 295]
ad-subheading: ΕΝ ΑΘΗΝΑΙΣ — [1359, 582, 1453, 600]
calendar-sun: ΚΥΡΙΑΚΗ, 21 Φεβρουαρίου. —Ἀνατολὴ Ἡλίου ὥρα 6 λ. 26. — Δύσις 5 λ. 58. — [31, 131, 311, 159]
table-cell — [26, 333, 111, 346]
table-cell: Ἐλλ. Π. — [173, 268, 217, 282]
ad-title: ΚΛΙΝΙΚΗ — [720, 1020, 835, 1052]
section-heading: Ο „ΝΕΟΛΟΓΟΣ" ΚΩΝΣΤΑΝΤΙΝΟΥΠΟΛΕΩΣ — [996, 111, 1177, 146]
table-cell: 124.1/2 — [263, 320, 305, 334]
section-subheading: Πρακτικὰ Συνελεύσεως.— Συνεδριάσεις Τετάρτης 18 Φεβρουαρίου — [1267, 760, 1545, 789]
divider — [628, 1012, 927, 1015]
ad-address: Ὁδὸς Ψαρομηλιγγου 14 — [1322, 640, 1491, 658]
headline: ΤΕΛΕΥΤΑΙΑ ΩΡΑ — [959, 179, 1215, 276]
table-row — [26, 333, 316, 346]
table-cell: 30.80 — [263, 307, 295, 321]
ad-subheading: ΤΟ ΚΑΤΑΣΤΗΜΑ — [114, 1006, 228, 1021]
divider — [328, 311, 617, 312]
classified-paragraph: Πληροφορίαι παρὰ τῷ αὐτῷ τῷ καταστήματι ἀσπρορρούχων κ. Βαρνάβα. — [328, 1689, 617, 1718]
ad-title: Ν. ΓΑΒΑΛΑ — [96, 1026, 246, 1058]
ad-heading: ΔΙΑΛΥΕΤΑΙ ΟΡΙΣΤΙΚΩΣ — [90, 984, 252, 1002]
article-paragraph: Ἐπὶ τῇ ὀνομαστικῇ ἑορτῇ τοῦ Ν. Ἀνακτόρων ἐψάλη δοξολογία εἰς τὸν ναὸν τῆς Μητροπόλεως, εἰς ἣν παρέστη ἡ Βασιλικὴ οἰκογένεια καὶ οἱ ὑπουργοί. — [328, 932, 617, 990]
article-paragraph: Εἶτα ἡ Συνέλευσις εἰσέρχεται εἰς τὴν ἡμερησίαν διάταξιν, ἤτοι τὴν συζήτησιν τοῦ Β' Κεφαλαίου τοῦ Σχεδίου Συντάγματος, ὁ δὲ κ. Πρόεδρος δίδει τὸν λόγον εἰς τὸν κ. ΖΑΧΑΡΑΚΗΝ εἰσηγητὴν τοῦ Κεφαλαίου τούτου, ὅστις διὰ μακρᾶς καὶ ἐμβριθοῦς ἀγορεύσεως ποιεῖται τὴν εἰσήγησιν τοῦ Β' Κεφαλαίου. — [1247, 945, 1565, 1031]
divider — [26, 1407, 316, 1410]
table-cell: 155.— — [263, 281, 299, 295]
section-subheading: ΠΡΩΤΗ ΣΥΝΕΔΡΙΑΣΙΣ ΤΩΝ ΕΝ ΡΩΜΗ ΠΡΕΣΒΕΥΤΩΝ. —Η ΕΠΙΣΗΜΟΣ ΓΛΩΣΣΑ ΤΗΣ ΚΡΗΤΗΣ — [945, 469, 1229, 512]
table-cell: Δημ. Ἔργ. — [28, 294, 85, 308]
column-2 — [328, 76, 617, 2306]
divider — [939, 171, 1235, 174]
divider — [328, 634, 617, 635]
divider — [26, 1556, 316, 1559]
ad-heading: ΘΕΡΑΠΕΙΑ ΕΙΔΙΚΗ — [711, 1270, 844, 1288]
article-paragraph: Μὴ δυνάμενοι νὰ εὐχαριστήσωμεν ἰδίᾳ ἕκαστον τῶν συλλυπηθέντων ἡμᾶς καὶ μετασχόντων τοῦ πένθους ἐπὶ τῷ μᾶς ἐδύθησε ὁ θάνατος τοῦ πολυκλαύστου καὶ ἀγαπητοῦ ἡμῶν ἀδελφοῦ καὶ γυναικαδέλφου Μιχαήλ, ἐκφράζομεν αὐτοῖς δημοσίᾳ τὰς εὐχαριστείας εὐχαριστίας μας. — [26, 836, 316, 937]
list-item: Τὰ φωκάλ σας — [770, 2011, 904, 2030]
column-4 — [939, 76, 1235, 1898]
article-heading: Μεγάλη συμπλοκὴ εἰς Κατάκωλον — [1287, 262, 1525, 276]
section-subheading: ΤΟ Β. ΔΙΑΤΑΓΜΑ — [1029, 303, 1145, 318]
article-paragraph: Ἡ Α. Μ. ὁ Βασιλεὺς ἐπανῆλθε ἐκ τῆς ἐπιθεωρήσεως τοῦ στρατοῦ. — [328, 867, 617, 896]
article-paragraph: Ὁ μέγιστος ἀπάλλαξεν ἀπὸ τὸ ἀπαλλάγμα περὶ τῆς ἐνταῦθα ἐμπορικῆς οἰκίας, κ. Ἀριστ. Ῥαμπούτας, ἀνεχώρησεν ἐπὶ τὸν προσεχῆ Δευτέραν Κερθεσάκιν ἕνα καὶ ἐμπορεύεται. — [628, 199, 927, 257]
article-paragraph: Τὰς ἐνεργείας ταύτας τῶν Τούρκων βλέποντες οἱ χριστιανοὶ ἔχουσιν καταληφθῆ ὑπὸ φόβου. — [939, 1050, 1235, 1094]
article-heading: Η ΑΓΓΛΙΚΗ ΔΙΕΡΡΩΝΟΜΙΑ — [685, 885, 870, 900]
ad-paragraph: Ὁ ἐν Σάμῳ μέγας οἰνοπαραγωγὸς κ. Ν. ΦΟΥΚΗΣ, ἵδρυσεν ἐνταῦθα μετὰ τοῦ κ. Β. ΚΑΛΟΓΕΡΑ ὑποκατάστημα ἐν τῇ ἀνωτέρω ὁδῷ ὅπου θὰ πωλῇ γνήσια καὶ ἁγνὰ κρασιὰ τῆς Σάμου εἰς τιμὰς ἀσυναγωνίστους. — [26, 1221, 316, 1293]
classified-paragraph: Πληροφορίαι εἰς τὸ Συμβολαιογραφεῖον Μπιράκη, κατόπιν κλειστοῦ φακέλου. — [328, 1494, 617, 1523]
divider — [328, 1059, 617, 1060]
obituary-line: Τὰ τέκνα — [445, 1289, 499, 1304]
divider — [939, 1100, 1235, 1101]
table-cell: Δανείων — [173, 256, 221, 269]
article-paragraph: Τοῦτο ὀφείλεται εἰς τοὺς νέους διευθυντὰς τοῦ φύλλου τούτου κ. κ. Φρ. Βελβίνην καὶ Ἀντ. Σπηλιωτόπουλον εἰς τοὺς ὁποίους μετεβίβασε τὴν ἰδιοκτησίαν τοῦ Νεολόγου ὁ κ. Βουτυρᾶς. — [328, 745, 617, 803]
article-paragraph: περὶ ναυτικῆς βιβλίῳ λέγει ὅτι ἐάν ἡ Ἰσπανία, ἡ Σουηδία καὶ ἡ Ἑλλὰς μᾶς ἀπολιπῶσι, τὰ μέταλλα των, ἡμεῖς θὰ εὑρεθῶμεν πρὸ δυσκόλου θέσεως. — [26, 346, 316, 404]
article-paragraph: Προήχθη εἰς ταμίαν τοῦ τελωνείου Ζευλέκου ὁ Γ. Χρηστίδης Γραφεὺς α' τάξεως τοῦ ὑπουργείου τῶν Οἰκονομικῶν. — [328, 538, 617, 582]
ad-subheading: Ο ΙΑΤΡΟΣ — [137, 1587, 205, 1602]
classified-heading: ΕΞΩΣΤΑΙ — [441, 1620, 504, 1638]
section-subheading: (Τοῦ ἐν Πειραιεῖ συνεργάτου) — [369, 109, 576, 123]
article-paragraph: χωρίου Κιρκάλοβο. Οἱ κάτοικοι τοῦ χωρίου τούτου εἶχον δεχθῇ Βούλγαρον διδάσκαλον καὶ ἱερέα πλανηθέντες παρ' ἄλλων προπαγανδιστῶν, τελευταῖον ὅμως τῇ ἐνεργείᾳ τοῦ Ἕλληνος πρόξενου Θεσσαλονίκης, ἐπανῆλθον εἰς τὴν ὀρθόδοξον Πατριαρχικὴν ἐκκλησίαν, ἐκδιώξαντες τοὺς Βουλγάρους. Διὰ τὸ τελευταῖον τοῦτο διεμαρτυρήθη πρὸς τὴν Πύλην ὁ ἐν Κωνπόλει Βούλγαρος πράκτωρ. — [1247, 76, 1565, 205]
article-paragraph: Ὁ κ. ΠΟΛΥΧΡΟΝΙΔΗΣ προτείνει νὰ συστηθῇ ἐπιτροπὴ μελετήσασα τὴν μελέτην τῆς ὕλης. — [1247, 865, 1565, 895]
table-row — [26, 294, 316, 307]
article-paragraph: Κατελέξατο ἐν ἀνατυπωθεῖσα ἐκ τοῦ ἐπισήμου κειμένου ἡ Ἑ κ θ ε σ ι ς τῆς Α. Β. Τ. Διαδόχου ἐπὶ τῶν πεπραγμένων τοῦ στρατοῦ Θεσσαλίας κατὰ τὴν ἐκστρατείαν τοῦ 1897. Ἐξεδόθη ὑπὸ τοῦ κ. Ἀναστασίου Φέξη καὶ πωλεῖται εἰς δρ. 5. — [628, 470, 927, 543]
table-cell: Ἀγ.Ἰλλᾶς — [173, 294, 225, 308]
market-heading: ΧΡΗΜΑΤΙΣΤΗΡΙΟΝ — [84, 174, 259, 197]
article-paragraph: Κατὰ διαφόρους ἐποχὰς ὁ ἰσηπέτης τοῦ κ. Γκελσέση, Γ. Στρατῆς ἐσύλησε διάφορα οἰκιακὰ ἀντικείμενα χωρὶς νὰ (ἐγκαταλείπεται) Ἐνεργήσας ἐκτης ἐρεύνης ἐπὶ ἡ αὐτοῦ καταγγελία ὁ ἀστυνόμος ἦτος ἐσυνέλαβεν εἰς τὸ καπηλεῖον τοῦτον κατὰ πάντα τὰ κλοπιμαῖα ἀτινα παρεδόθησαν εἰς τὸν κύριον τούτων ἐν ᾧ ὁ κλέπτης ἐνεκλείσθη εἰς τὸν ἀστυνομίαν. — [328, 141, 617, 257]
classified-paragraph: Ζητεῖται διδάσκαλος καλῶς κατηρτισμένος καὶ παρουσιάζων τὰ ἀναγκαῖα πιστοποιητικὰ ἀναδοχῆς διὰ τὴν Κυβερνητικήν Γραμματέα Καλάμας φιλαρμονικὴ ἑταιρία ὁ Ὀρφεύς. — [328, 1866, 617, 1924]
ad-subheading: ΣΥΦΙΛΙΔΙΚΩΝ ΚΑΙ ΔΕΡΜΑΤΙΚΩΝ — [662, 1058, 893, 1076]
ad-list — [700, 1913, 1128, 2202]
divider — [1247, 543, 1565, 546]
obituary-name: ΣΩΤΗΡΙΟΝ ΓΡΗΓΟΡΙΑΔΗΝ — [378, 1123, 567, 1141]
table-row — [26, 268, 316, 281]
section-subheading: Ο ΚΙΝΔΥΝΟΣ ΤΩΝ ΧΡΙΣΤΙΑΝΩΝ — [978, 1146, 1195, 1161]
article-paragraph: Καὶ ἐντεῦθεν αὔριον τὴν πρωίαν θὰ γείνῃ συλλαλητήριον κατὰ τοῦ καταλόγου τῶν ἐπιτηδευμάτων. — [1247, 494, 1565, 537]
ad-subheading: Τοῦ χειρουργοῦ ἰατροῦ Δ. ΑΙΣΩΠΟΥ — [49, 1444, 293, 1459]
rates-table — [26, 230, 316, 346]
article-paragraph: Τὸ θέατρον τοῦ κ. Διονυσιάδου ἐνοικίασεν ὁ ἀδελφὸς τῶν τὴν θερινὴν περίοδον ὁ κ. Ζάχος. — [328, 276, 617, 305]
ad-subheading: Εἰδικῶς ἀσχοληθεὶς — [100, 1635, 242, 1650]
column-5 — [1247, 76, 1565, 2306]
divider — [628, 437, 927, 438]
ad-subheading: ΙΑΤΡΟΥ — [752, 1134, 803, 1149]
ad-title: ΑΘΑΝΑΣΙΟΣ ΤΣΕΓΡΗΣ — [393, 1936, 552, 1954]
table-cell: Ἐθν. — [28, 230, 55, 244]
